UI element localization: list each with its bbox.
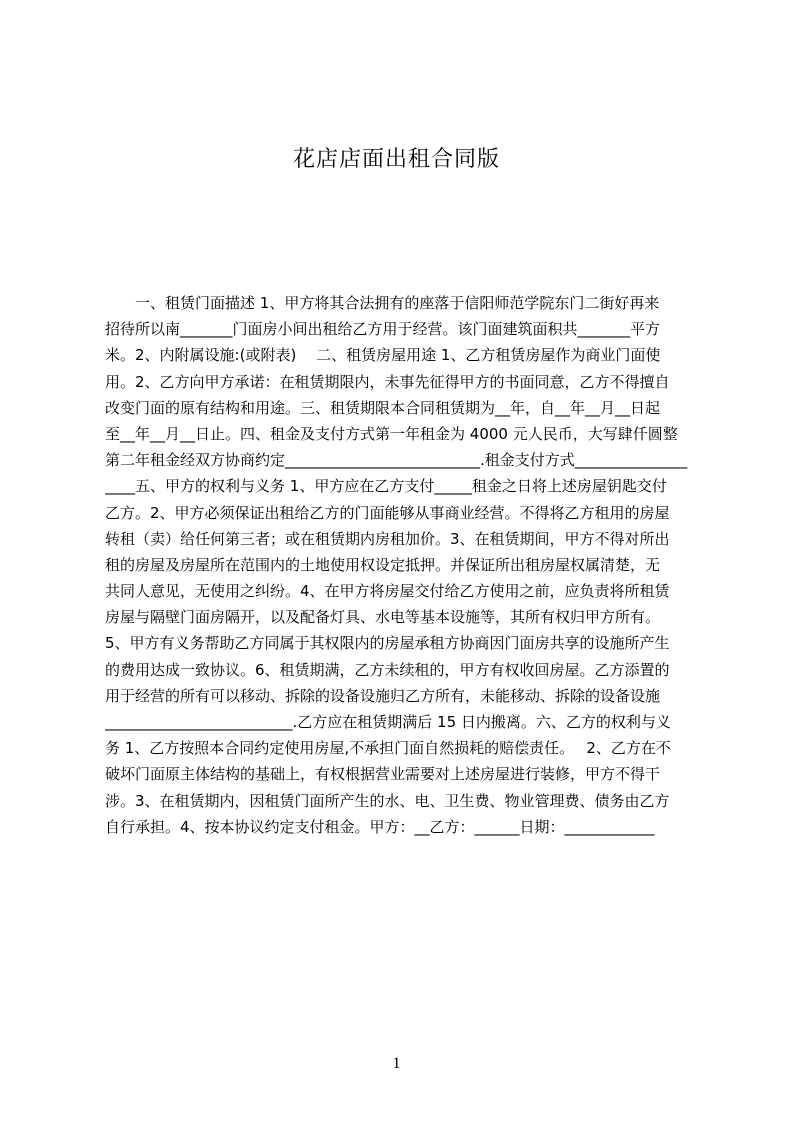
body-line: 破坏门面原主体结构的基础上，有权根据营业需要对上述房屋进行装修，甲方不得干 (105, 765, 661, 784)
document-title: 花店店面出租合同版 (292, 147, 500, 172)
body-line: 招待所以南_______门面房小间出租给乙方用于经营。该门面建筑面积共_______平方 (105, 320, 661, 339)
body-line: 用。2、乙方向甲方承诺：在租赁期限内，未事先征得甲方的书面同意，乙方不得擅自 (105, 372, 670, 391)
body-line: 改变门面的原有结构和用途。三、租赁期限本合同租赁期为__年，自__年__月__日起 (105, 398, 661, 417)
body-line: 至__年__月__日止。四、租金及支付方式第一年租金为 4000 元人民币，大写肆仟圆整 (105, 424, 678, 443)
body-line: 用于经营的所有可以移动、拆除的设备设施归乙方所有，未能移动、拆除的设备设施 (105, 686, 661, 705)
body-line: 务 1、乙方按照本合同约定使用房屋,不承担门面自然损耗的赔偿责任。 2、乙方在不 (105, 739, 671, 758)
body-line: 米。2、内附属设施:(或附表) 二、租赁房屋用途 1、乙方租赁房屋作为商业门面使 (105, 346, 661, 365)
body-line: 5、甲方有义务帮助乙方同属于其权限内的房屋承租方协商因门面房共享的设施所产生 (105, 634, 670, 653)
body-line: 第二年租金经双方协商约定__________________________.租金支付方式_______________ (105, 451, 688, 470)
body-line: 一、租赁门面描述 1、甲方将其合法拥有的座落于信阳师范学院东门二街好再来 (105, 294, 660, 312)
body-line: 转租（卖）给任何第三者；或在租赁期内房租加价。3、在租赁期间，甲方不得对所出 (105, 529, 670, 548)
body-line: 共同人意见，无使用之纠纷。4、在甲方将房屋交付给乙方使用之前，应负责将所租赁 (105, 582, 670, 601)
body-line: 的费用达成一致协议。6、租赁期满，乙方未续租的，甲方有权收回房屋。乙方添置的 (105, 660, 670, 679)
body-line: 涉。3、在租赁期内，因租赁门面所产生的水、电、卫生费、物业管理费、债务由乙方 (105, 791, 670, 810)
body-line: 自行承担。4、按本协议约定支付租金。甲方：__乙方：______日期：____________ (105, 817, 655, 836)
body-line: 房屋与隔壁门面房隔开，以及配备灯具、水电等基本设施等，其所有权归甲方所有。 (105, 608, 661, 627)
body-line: 乙方。2、甲方必须保证出租给乙方的门面能够从事商业经营。不得将乙方租用的房屋 (105, 503, 670, 522)
contract-body (105, 290, 700, 840)
body-line: _________________________.乙方应在租赁期满后 15 日内搬离。六、乙方的权利与义 (105, 713, 671, 731)
page-number: 1 (392, 1055, 401, 1072)
body-line: ____五、甲方的权利与义务 1、甲方应在乙方支付_____租金之日将上述房屋钥匙交付 (105, 477, 667, 496)
body-line: 租的房屋及房屋所在范围内的土地使用权设定抵押。并保证所出租房屋权属清楚，无 (105, 555, 661, 574)
